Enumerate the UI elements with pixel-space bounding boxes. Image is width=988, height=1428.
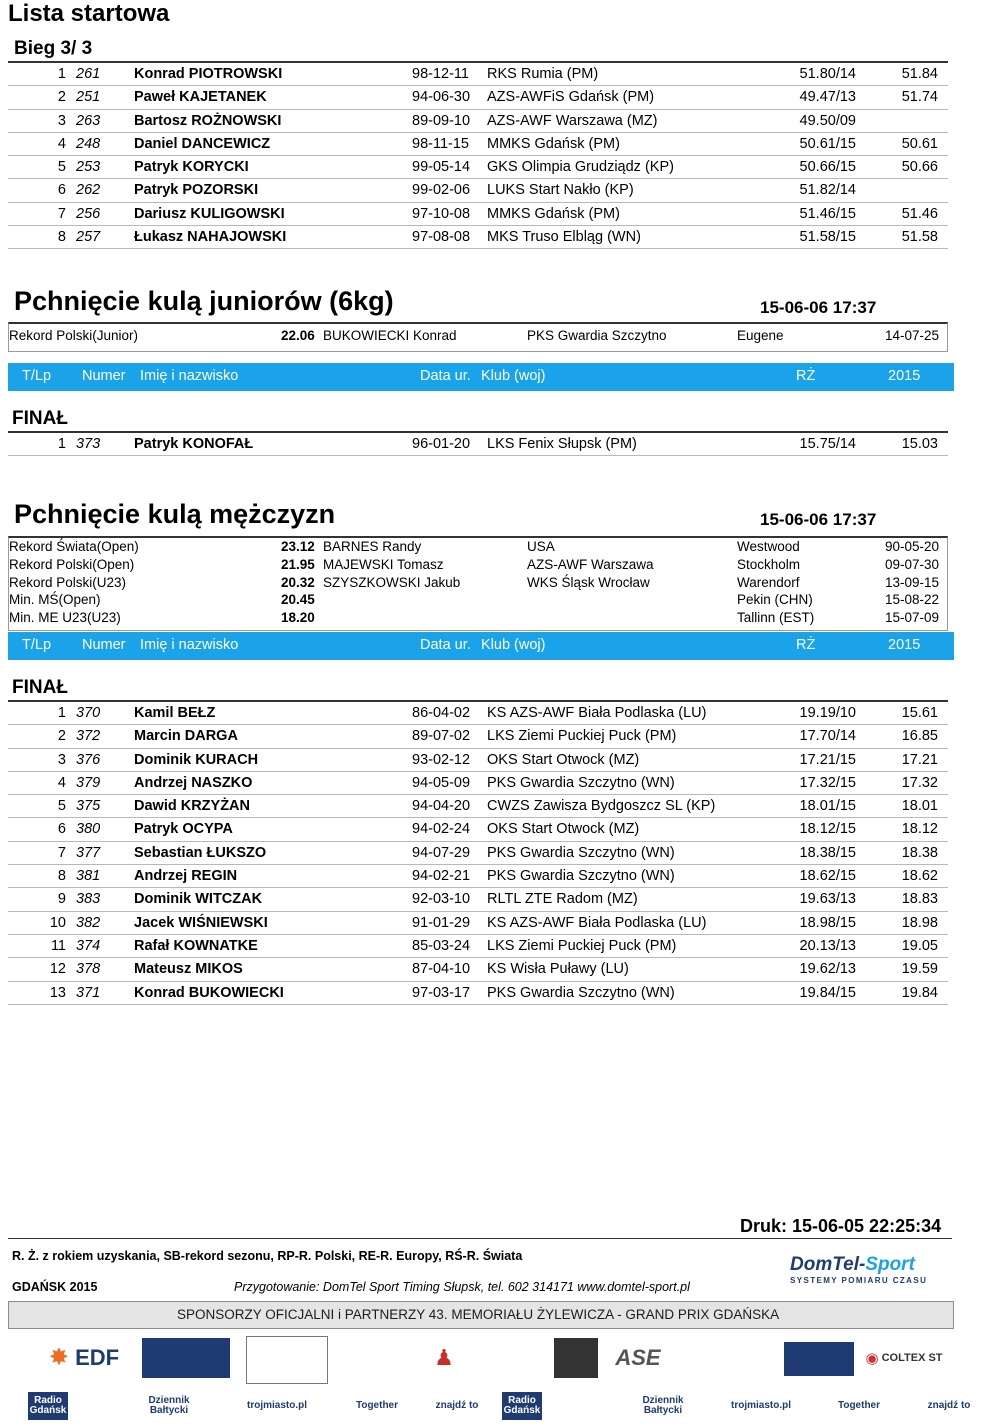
birth-date: 99-05-14	[412, 159, 471, 176]
athlete-name: Rafał KOWNATKE	[134, 937, 258, 954]
club-name: OKS Start Otwock (MZ)	[487, 751, 640, 768]
personal-best: 17.32/15	[799, 774, 856, 791]
birth-date: 97-03-17	[412, 984, 471, 1001]
bib-number: 371	[76, 984, 101, 1001]
column-header-bar	[8, 632, 954, 660]
athlete-name: Patryk OCYPA	[134, 821, 233, 838]
record-date: 15-07-09	[884, 610, 939, 626]
row-position: 7	[57, 844, 66, 861]
record-row	[9, 574, 947, 592]
record-club: WKS Śląsk Wrocław	[527, 574, 650, 590]
club-name: LUKS Start Nakło (KP)	[487, 182, 634, 199]
record-row	[9, 324, 947, 348]
athlete-name: Andrzej NASZKO	[134, 774, 253, 791]
personal-best: 49.47/13	[799, 89, 856, 106]
col-club: Klub (woj)	[481, 637, 546, 653]
personal-best: 15.75/14	[799, 436, 856, 452]
birth-date: 94-04-20	[412, 798, 471, 815]
row-position: 1	[57, 66, 66, 82]
record-city: Stockholm	[737, 556, 801, 572]
athlete-name: Konrad PIOTROWSKI	[134, 66, 283, 82]
personal-best: 17.70/14	[799, 728, 856, 745]
personal-best: 20.13/13	[799, 937, 856, 954]
record-date: 90-05-20	[884, 539, 939, 554]
record-label: Rekord Polski(U23)	[9, 574, 127, 590]
club-name: MMKS Gdańsk (PM)	[487, 205, 620, 222]
col-club: Klub (woj)	[481, 368, 546, 384]
record-label: Rekord Polski(Open)	[9, 556, 135, 572]
personal-best: 51.58/15	[799, 229, 856, 246]
birth-date: 97-08-08	[412, 229, 471, 246]
col-number: Numer	[82, 368, 126, 384]
personal-best: 18.38/15	[799, 844, 856, 861]
club-name: PKS Gwardia Szczytno (WN)	[487, 984, 675, 1001]
club-name: LKS Ziemi Puckiej Puck (PM)	[487, 937, 677, 954]
event-date: 15-06-06	[760, 510, 829, 529]
gdynia-agency-logo	[676, 1342, 772, 1378]
club-name: OKS Start Otwock (MZ)	[487, 821, 640, 838]
birth-date: 89-07-02	[412, 728, 471, 745]
record-label: Min. MŚ(Open)	[9, 592, 101, 608]
athlete-name: Patryk POZORSKI	[134, 182, 259, 199]
athlete-name: Łukasz NAHAJOWSKI	[134, 229, 287, 246]
abbreviation-legend: R. Ż. z rokiem uzyskania, SB-rekord sezonu, RP-R. Polski, RE-R. Europy, RŚ-R. Świata	[12, 1249, 523, 1263]
bib-number: 372	[76, 728, 101, 745]
athlete-name: Dariusz KULIGOWSKI	[134, 205, 285, 222]
heat-table	[8, 61, 948, 249]
sponsor-logos-row	[8, 1332, 952, 1388]
club-name: KS AZS-AWF Biała Podlaska (LU)	[487, 705, 707, 721]
table-row	[8, 156, 948, 179]
domtel-logo-main: DomTel-	[790, 1254, 866, 1275]
birth-date: 85-03-24	[412, 937, 471, 954]
season-best: 18.38	[901, 844, 938, 861]
col-sb: 2015	[888, 368, 921, 384]
row-position: 11	[50, 937, 66, 954]
club-name: RLTL ZTE Radom (MZ)	[487, 891, 638, 908]
record-result: 23.12	[281, 539, 315, 554]
col-name: Imię i nazwisko	[140, 368, 239, 384]
athlete-name: Sebastian ŁUKSZO	[134, 844, 267, 861]
season-best: 16.85	[901, 728, 938, 745]
ase-logo: ASE	[615, 1345, 661, 1371]
club-name: KS AZS-AWF Biała Podlaska (LU)	[487, 914, 707, 931]
event-time: 17:37	[832, 510, 877, 529]
record-label: Min. ME U23(U23)	[9, 610, 121, 626]
record-result: 18.20	[281, 610, 315, 626]
season-best: 18.62	[901, 868, 938, 885]
bib-number: 253	[76, 159, 101, 176]
season-best: 51.84	[901, 66, 938, 82]
bib-number: 377	[76, 844, 101, 861]
club-name: PKS Gwardia Szczytno (WN)	[487, 844, 675, 861]
domtel-logo-accent: Sport	[865, 1254, 915, 1275]
club-name: GKS Olimpia Grudziądz (KP)	[487, 159, 674, 176]
final-label: FINAŁ	[12, 677, 68, 698]
club-name: AZS-AWF Warszawa (MZ)	[487, 112, 658, 129]
season-best: 17.21	[901, 751, 938, 768]
record-row	[9, 538, 947, 556]
club-name: AZS-AWFiS Gdańsk (PM)	[487, 89, 655, 106]
bib-number: 382	[76, 914, 101, 931]
season-best: 19.84	[901, 984, 938, 1001]
footer-divider	[8, 1238, 952, 1239]
personal-best: 18.62/15	[799, 868, 856, 885]
birth-date: 97-10-08	[412, 205, 471, 222]
sponsor-title: SPONSORZY OFICJALNI i PARTNERZY 43. MEMORIAŁU ŻYLEWICZA - GRAND PRIX GDAŃSKA	[177, 1307, 780, 1322]
column-header-bar	[8, 363, 954, 391]
record-athlete: MAJEWSKI Tomasz	[323, 556, 444, 572]
bib-number: 256	[76, 205, 101, 222]
athlete-name: Mateusz MIKOS	[134, 961, 243, 978]
club-name: LKS Fenix Słupsk (PM)	[487, 436, 637, 452]
media-partner-logo: Dziennik Bałtycki	[148, 1394, 190, 1416]
birth-date: 94-05-09	[412, 774, 471, 791]
personal-best: 51.80/14	[799, 66, 856, 82]
coltex-logo: ◉ COLTEX ST	[865, 1350, 943, 1368]
bib-number: 262	[76, 182, 101, 199]
table-row	[8, 86, 948, 109]
athlete-name: Patryk KORYCKI	[134, 159, 249, 176]
record-label: Rekord Polski(Junior)	[9, 328, 139, 343]
event-date: 15-06-06	[760, 298, 829, 317]
row-position: 5	[57, 159, 66, 176]
row-position: 1	[57, 436, 66, 452]
row-position: 6	[57, 821, 66, 838]
table-row	[8, 958, 948, 981]
row-position: 8	[57, 868, 66, 885]
personal-best: 51.46/15	[799, 205, 856, 222]
personal-best: 18.98/15	[799, 914, 856, 931]
row-position: 8	[57, 229, 66, 246]
row-position: 3	[57, 112, 66, 129]
heat-title: Bieg 3/ 3	[14, 38, 93, 59]
personal-best: 50.61/15	[799, 135, 856, 152]
table-row	[8, 179, 948, 202]
birth-date: 89-09-10	[412, 112, 471, 129]
col-sb: 2015	[888, 637, 921, 653]
row-position: 3	[57, 751, 66, 768]
table-row	[8, 133, 948, 156]
birth-date: 91-01-29	[412, 914, 471, 931]
col-birth-date: Data ur.	[420, 368, 471, 384]
row-position: 6	[57, 182, 66, 199]
record-row	[9, 556, 947, 574]
personal-best: 19.19/10	[799, 705, 856, 721]
record-result: 21.95	[281, 556, 315, 572]
table-row	[8, 772, 948, 795]
season-best: 50.61	[901, 135, 938, 152]
records-box	[8, 322, 948, 352]
athlete-name: Dominik KURACH	[134, 751, 259, 768]
personal-best: 51.82/14	[799, 182, 856, 199]
media-partner-logo: trojmiasto.pl	[246, 1399, 307, 1411]
bib-number: 379	[76, 774, 101, 791]
record-result: 22.06	[281, 328, 315, 343]
table-row	[8, 982, 948, 1005]
sponsor-banner	[8, 1301, 954, 1329]
naftoport-logo	[474, 1340, 540, 1378]
table-row	[8, 725, 948, 748]
pomorskie-logo: ♟	[434, 1345, 454, 1371]
records-box	[8, 536, 948, 631]
event-title: Pchnięcie kulą juniorów (6kg)	[14, 286, 394, 316]
record-city: Eugene	[737, 328, 784, 343]
record-date: 13-09-15	[884, 574, 939, 590]
record-club: PKS Gwardia Szczytno	[527, 328, 667, 343]
bib-number: 370	[76, 705, 101, 721]
record-result: 20.45	[281, 592, 315, 608]
media-partner-logo: znajdź to	[435, 1399, 479, 1411]
athlete-name: Marcin DARGA	[134, 728, 238, 745]
event-datetime	[760, 510, 876, 530]
birth-date: 93-02-12	[412, 751, 471, 768]
club-name: PKS Gwardia Szczytno (WN)	[487, 774, 675, 791]
event-time: 17:37	[832, 298, 877, 317]
personal-best: 49.50/09	[799, 112, 856, 129]
bib-number: 375	[76, 798, 101, 815]
media-partner-logo: Dziennik Bałtycki	[642, 1394, 684, 1416]
gdansk-president-logo	[338, 1340, 416, 1376]
col-name: Imię i nazwisko	[140, 637, 239, 653]
birth-date: 99-02-06	[412, 182, 471, 199]
table-row	[8, 702, 948, 725]
record-date: 15-08-22	[884, 592, 939, 608]
birth-date: 96-01-20	[412, 436, 471, 452]
table-row	[8, 110, 948, 133]
bib-number: 251	[76, 89, 101, 106]
row-position: 5	[57, 798, 66, 815]
bib-number: 373	[76, 436, 101, 452]
col-number: Numer	[82, 637, 126, 653]
bib-number: 374	[76, 937, 101, 954]
media-partner-logo: Radio Gdańsk	[502, 1392, 542, 1420]
bib-number: 380	[76, 821, 101, 838]
record-athlete: BUKOWIECKI Konrad	[323, 328, 457, 343]
club-name: LKS Ziemi Puckiej Puck (PM)	[487, 728, 677, 745]
season-best: 15.03	[901, 436, 938, 452]
city-year: GDAŃSK 2015	[12, 1280, 98, 1294]
record-date: 14-07-25	[884, 328, 939, 343]
row-position: 7	[57, 205, 66, 222]
table-row	[8, 226, 948, 249]
domtel-logo	[790, 1254, 942, 1285]
partner-logo	[784, 1342, 854, 1376]
record-result: 20.32	[281, 574, 315, 590]
record-athlete: SZYSZKOWSKI Jakub	[323, 574, 461, 590]
personal-best: 17.21/15	[799, 751, 856, 768]
record-city: Pekin (CHN)	[737, 592, 813, 608]
athlete-name: Daniel DANCEWICZ	[134, 135, 271, 152]
athlete-name: Bartosz ROŻNOWSKI	[134, 112, 282, 129]
col-pb: RŻ	[796, 368, 816, 384]
bib-number: 263	[76, 112, 101, 129]
media-partner-logo: trojmiasto.pl	[730, 1399, 791, 1411]
club-name: RKS Rumia (PM)	[487, 66, 599, 82]
prepared-by: Przygotowanie: DomTel Sport Timing Słupsk, tel. 602 314171 www.domtel-sport.pl	[234, 1280, 690, 1294]
personal-best: 19.84/15	[799, 984, 856, 1001]
athlete-name: Andrzej REGIN	[134, 868, 238, 885]
table-row	[8, 865, 948, 888]
partner-logo	[246, 1336, 328, 1384]
edf-logo: ✸ EDF	[48, 1344, 120, 1372]
results-table	[8, 431, 948, 456]
season-best: 17.32	[901, 774, 938, 791]
bib-number: 248	[76, 135, 101, 152]
media-partner-logo: Together	[355, 1399, 399, 1411]
record-athlete: BARNES Randy	[323, 539, 422, 554]
record-club: AZS-AWF Warszawa	[527, 556, 654, 572]
row-position: 4	[57, 135, 66, 152]
athlete-name: Kamil BEŁZ	[134, 705, 216, 721]
row-position: 1	[57, 705, 66, 721]
row-position: 2	[57, 728, 66, 745]
table-row	[8, 912, 948, 935]
table-row	[8, 203, 948, 226]
bib-number: 257	[76, 229, 101, 246]
club-name: PKS Gwardia Szczytno (WN)	[487, 868, 675, 885]
final-label: FINAŁ	[12, 408, 68, 429]
birth-date: 94-02-24	[412, 821, 471, 838]
athlete-name: Konrad BUKOWIECKI	[134, 984, 284, 1001]
event-title: Pchnięcie kulą mężczyzn	[14, 499, 336, 529]
bib-number: 381	[76, 868, 101, 885]
table-row	[8, 818, 948, 841]
rockfin-logo	[554, 1338, 598, 1378]
event-datetime	[760, 298, 876, 318]
media-partner-logo: Together	[837, 1399, 881, 1411]
table-row	[8, 63, 948, 86]
table-row	[8, 935, 948, 958]
personal-best: 50.66/15	[799, 159, 856, 176]
season-best: 18.98	[901, 914, 938, 931]
fund-logo	[142, 1338, 230, 1378]
athlete-name: Dawid KRZYŻAN	[134, 798, 250, 815]
birth-date: 86-04-02	[412, 705, 471, 721]
birth-date: 94-02-21	[412, 868, 471, 885]
col-birth-date: Data ur.	[420, 637, 471, 653]
season-best: 51.58	[901, 229, 938, 246]
bib-number: 376	[76, 751, 101, 768]
season-best: 18.83	[901, 891, 938, 908]
athlete-name: Dominik WITCZAK	[134, 891, 263, 908]
athlete-name: Jacek WIŚNIEWSKI	[134, 914, 268, 931]
table-row	[8, 433, 948, 456]
birth-date: 94-06-30	[412, 89, 471, 106]
row-position: 2	[57, 89, 66, 106]
table-row	[8, 842, 948, 865]
bib-number: 261	[76, 66, 101, 82]
record-city: Warendorf	[737, 574, 800, 590]
bib-number: 378	[76, 961, 101, 978]
row-position: 12	[49, 961, 66, 978]
record-city: Tallinn (EST)	[737, 610, 815, 626]
birth-date: 94-07-29	[412, 844, 471, 861]
record-label: Rekord Świata(Open)	[9, 539, 139, 554]
club-name: MMKS Gdańsk (PM)	[487, 135, 620, 152]
season-best: 51.74	[901, 89, 938, 106]
table-row	[8, 749, 948, 772]
print-timestamp: Druk: 15-06-05 22:25:34	[740, 1216, 942, 1236]
bib-number: 383	[76, 891, 101, 908]
athlete-name: Patryk KONOFAŁ	[134, 436, 254, 452]
record-row	[9, 591, 947, 609]
row-position: 13	[49, 984, 66, 1001]
record-city: Westwood	[737, 539, 800, 554]
row-position: 9	[57, 891, 66, 908]
birth-date: 87-04-10	[412, 961, 471, 978]
athlete-name: Paweł KAJETANEK	[134, 89, 267, 106]
season-best: 18.12	[901, 821, 938, 838]
col-lp: T/Lp	[22, 368, 52, 384]
results-table	[8, 700, 948, 1005]
domtel-logo-subtitle: SYSTEMY POMIARU CZASU	[790, 1276, 928, 1285]
season-best: 18.01	[901, 798, 938, 815]
record-row	[9, 609, 947, 627]
media-logos-row	[8, 1390, 971, 1424]
season-best: 50.66	[901, 159, 938, 176]
record-date: 09-07-30	[884, 556, 939, 572]
row-position: 4	[57, 774, 66, 791]
birth-date: 92-03-10	[412, 891, 471, 908]
personal-best: 18.12/15	[799, 821, 856, 838]
row-position: 10	[49, 914, 66, 931]
club-name: MKS Truso Elbląg (WN)	[487, 229, 641, 246]
birth-date: 98-12-11	[412, 66, 469, 82]
table-row	[8, 795, 948, 818]
col-pb: RŻ	[796, 637, 816, 653]
season-best: 19.05	[901, 937, 938, 954]
table-row	[8, 888, 948, 911]
record-club: USA	[527, 539, 555, 554]
media-partner-logo: znajdź to	[927, 1399, 971, 1411]
personal-best: 19.62/13	[799, 961, 856, 978]
col-lp: T/Lp	[22, 637, 52, 653]
season-best: 19.59	[901, 961, 938, 978]
personal-best: 18.01/15	[799, 798, 856, 815]
season-best: 15.61	[901, 705, 938, 721]
birth-date: 98-11-15	[412, 135, 469, 152]
page-title: Lista startowa	[8, 0, 170, 27]
club-name: KS Wisła Puławy (LU)	[487, 961, 629, 978]
season-best: 51.46	[901, 205, 938, 222]
club-name: CWZS Zawisza Bydgoszcz SL (KP)	[487, 798, 716, 815]
personal-best: 19.63/13	[799, 891, 856, 908]
media-partner-logo: Radio Gdańsk	[28, 1392, 68, 1420]
